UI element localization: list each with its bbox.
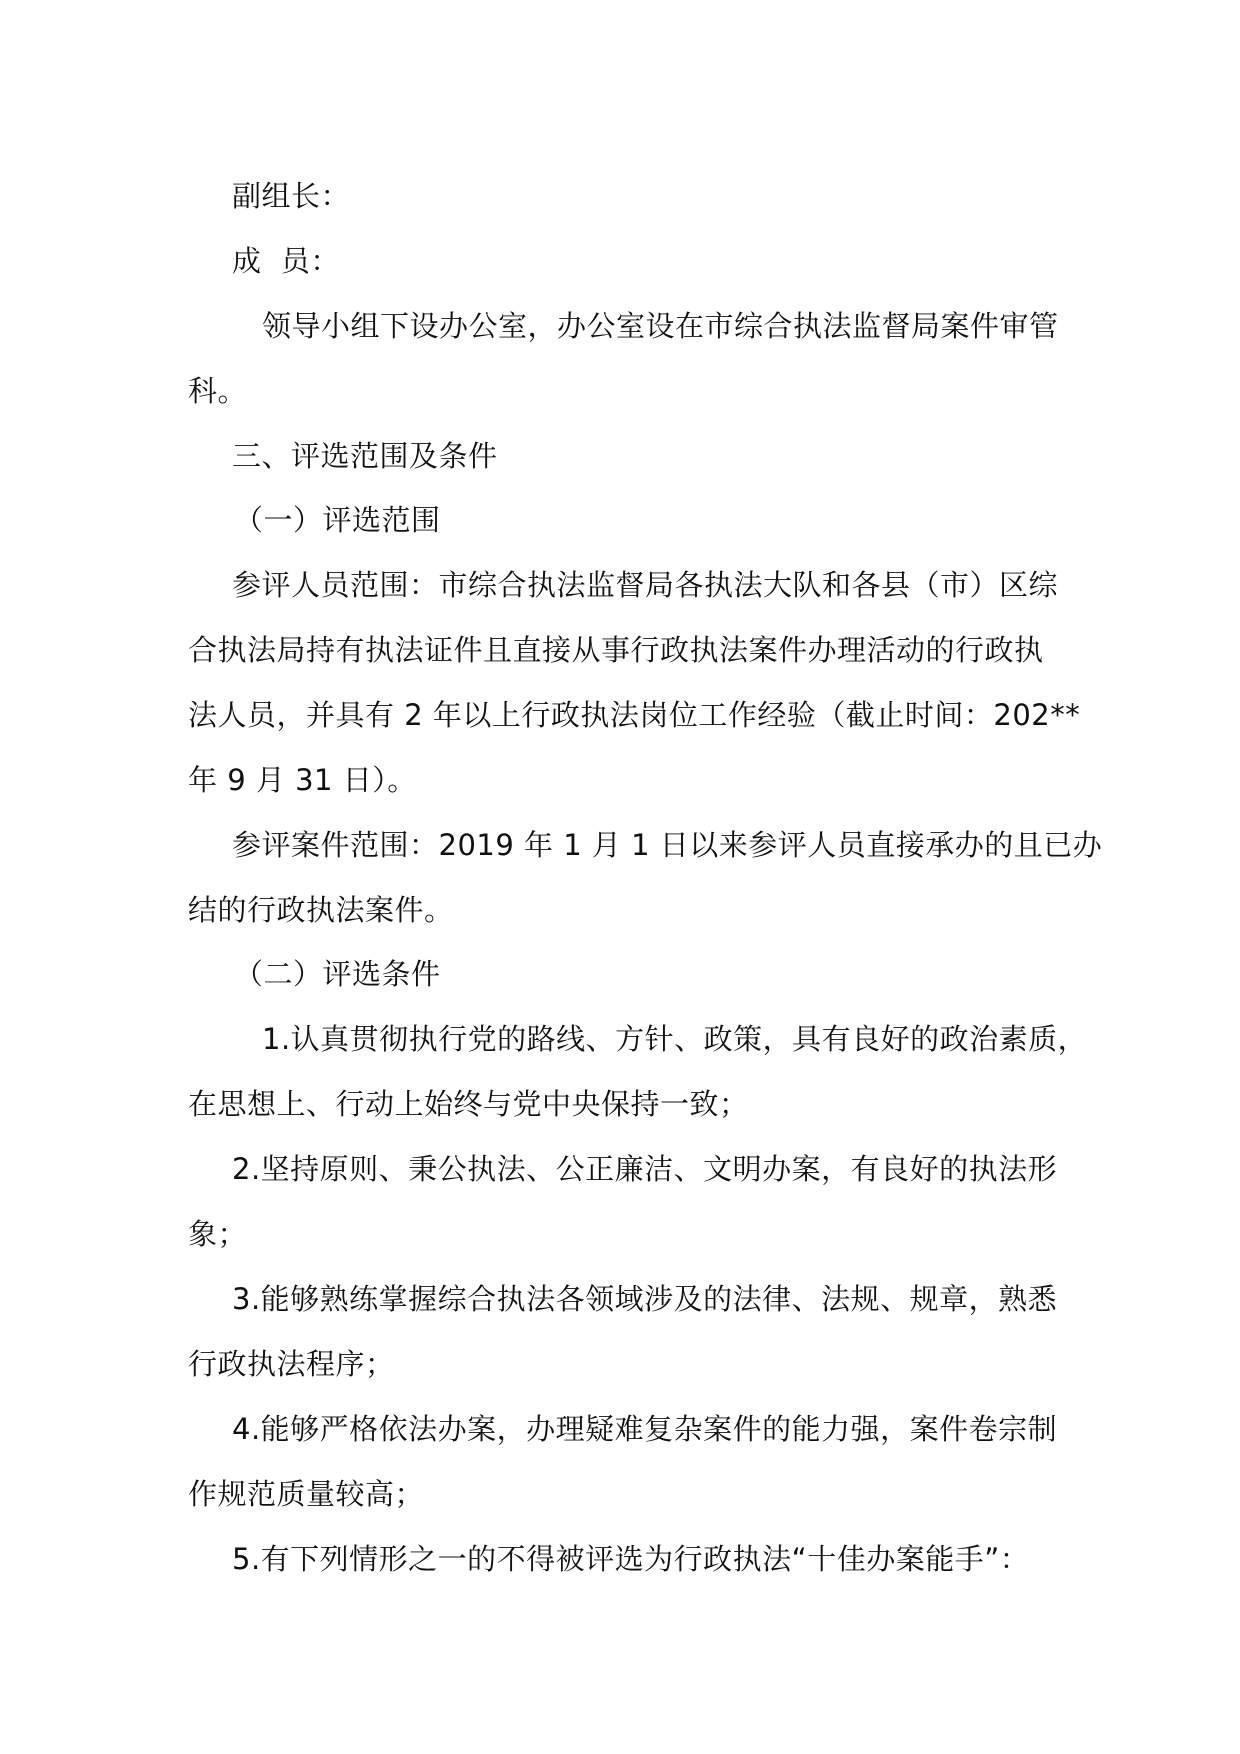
office-paragraph-line-2: 科。 — [188, 374, 248, 408]
case-scope-line-2: 结的行政执法案件。 — [188, 893, 454, 927]
participant-scope-line-1: 参评人员范围：市综合执法监督局各执法大队和各县（市）区综 — [232, 568, 1059, 602]
section-three-heading: 三、评选范围及条件 — [232, 439, 498, 473]
case-scope-line-1: 参评案件范围：2019 年 1 月 1 日以来参评人员直接承办的且已办 — [232, 828, 1103, 862]
subsection-one-heading: （一）评选范围 — [234, 503, 441, 537]
members-line: 成 员： — [232, 244, 340, 278]
participant-scope-line-3: 法人员，并具有 2 年以上行政执法岗位工作经验（截止时间：202** — [188, 698, 1081, 732]
condition-5-line-1: 5.有下列情形之一的不得被评选为行政执法“十佳办案能手”： — [232, 1542, 1030, 1576]
participant-scope-line-2: 合执法局持有执法证件且直接从事行政执法案件办理活动的行政执 — [188, 633, 1044, 667]
participant-scope-line-4: 年 9 月 31 日）。 — [188, 763, 417, 797]
condition-1-line-2: 在思想上、行动上始终与党中央保持一致； — [188, 1087, 749, 1121]
condition-4-line-1: 4.能够严格依法办案，办理疑难复杂案件的能力强，案件卷宗制 — [232, 1412, 1058, 1446]
condition-2-line-1: 2.坚持原则、秉公执法、公正廉洁、文明办案，有良好的执法形 — [232, 1152, 1058, 1186]
office-paragraph-line-1: 领导小组下设办公室，办公室设在市综合执法监督局案件审管 — [262, 309, 1059, 343]
condition-3-line-2: 行政执法程序； — [188, 1347, 395, 1381]
condition-4-line-2: 作规范质量较高； — [188, 1477, 425, 1511]
subsection-two-heading: （二）评选条件 — [234, 957, 441, 991]
condition-3-line-1: 3.能够熟练掌握综合执法各领域涉及的法律、法规、规章，熟悉 — [232, 1282, 1058, 1316]
deputy-leader-line: 副组长： — [232, 179, 351, 213]
condition-1-line-1: 1.认真贯彻执行党的路线、方针、政策，具有良好的政治素质， — [262, 1022, 1088, 1056]
condition-2-line-2: 象； — [188, 1217, 248, 1251]
